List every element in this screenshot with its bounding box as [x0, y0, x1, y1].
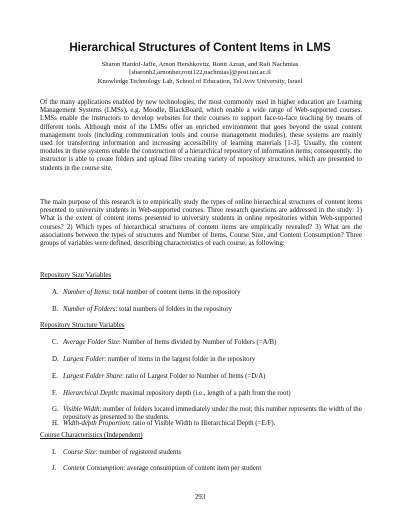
list-item-desc: : average consumption of content item per student	[123, 465, 262, 472]
list-item-label: A.	[52, 289, 59, 296]
list-item-term: Number of Items	[63, 289, 109, 296]
list-item	[52, 339, 362, 347]
author-names: Sharon Hardof-Jaffe, Arnon Hershkovitz, Ronit Azran, and Rafi Nachmias	[101, 61, 299, 68]
section-heading: Course Characteristics (Independent)	[40, 432, 143, 439]
list-item-desc: : number of registered students	[95, 449, 182, 456]
list-item-label: D.	[52, 356, 59, 363]
list-item-desc: : ratio of Visible Width to Hierarchical Depth (=E/F).	[128, 420, 276, 427]
list-item	[52, 465, 362, 473]
list-item-label: F.	[52, 390, 58, 397]
list-item-term: Width-depth Proportion	[63, 420, 129, 427]
list-item-desc: : Number of Items divided by Number of Folders (=A/B)	[118, 339, 277, 346]
list-item-term: Largest Folder Share	[63, 373, 122, 380]
list-item-label: I.	[52, 449, 57, 456]
list-item-label: B.	[52, 306, 59, 313]
section-heading: Repository Size Variables	[40, 272, 112, 279]
list-item-term: Hierarchical Depth	[63, 390, 117, 397]
list-item-term: Visible Width	[63, 406, 100, 413]
list-item-desc: : maximal repository depth (i.e., length of a path from the root)	[116, 390, 291, 397]
author-emails: [sharonh2,arnonher,roni122,nachmias]@post.tau.ac.il	[129, 69, 271, 77]
list-item-label: C.	[52, 339, 59, 346]
body-paragraph: The main purpose of this research is to empirically study the types of online hierarchical structures of content items presented to university students in Web-supported courses. Three research questions are addressed in the study: 1) What is the extent of content items presented to university students in online repositories within Web-supported courses? 2) Which types of hierarchical structures of content items are empirically revealed? 3) What are the associations between the types of structures and Number of Items, Course Size, and Content Consumption? Three groups of variables were defined, describing characteristics of each course, as following:	[40, 199, 362, 248]
list-item	[52, 306, 362, 314]
section-heading: Repository Structure Variables	[40, 322, 125, 329]
paper-title: Hierarchical Structures of Content Items in LMS	[69, 42, 331, 54]
list-item-desc: : total number of content items in the repository	[108, 289, 241, 296]
list-item-term: Content Consumption	[63, 465, 124, 472]
page-number: 293	[194, 494, 206, 501]
list-item	[52, 289, 362, 297]
list-item-desc: : total numbers of folders in the repository	[115, 306, 232, 313]
list-item-term: Number of Folders	[63, 306, 116, 313]
author-block	[0, 61, 400, 86]
list-item-term: Largest Folder	[63, 356, 105, 363]
list-item	[52, 420, 362, 428]
list-item	[52, 356, 362, 364]
list-item-desc: : number of items in the largest folder in the repository	[104, 356, 256, 363]
list-item-desc: : number of folders located immediately under the root; this number represents the width of the repository as presented to the students.	[63, 406, 362, 422]
list-item-term: Course Size	[63, 449, 96, 456]
list-item-label: E.	[52, 373, 58, 380]
list-item-label: G.	[52, 406, 59, 413]
body-paragraph: Of the many applications enabled by new technologies, the most commonly used in higher education are Learning Management Systems (LMSs), e.g. Moodle, BlackBoard, which enable a wide range of Web-supported courses. LMSs enable the instructors to develop websites for their courses to support face-to-face teaching by means of different tools. Although most of the LMSs offer an enriched environment that goes beyond the usual content management tools (including communication tools and course management modules), these systems are mainly used for transferring information and increasing accessibility of learning materials [1-3]. Usually, the content modules in these systems enable the construction of a hierarchical repository of information items; consequently, the instructor is able to create folders and upload files creating variety of repository structures, which are presented to students in the course site.	[40, 99, 362, 172]
author-affiliation: Knowledge Technology Lab, School of Education, Tel Aviv University, Israel	[97, 77, 303, 85]
list-item	[52, 390, 362, 398]
list-item-label: H.	[52, 420, 59, 427]
list-item	[52, 449, 362, 457]
list-item-label: J.	[52, 465, 57, 472]
list-item-desc: : ratio of Largest Folder to Number of Items (=D/A)	[121, 373, 266, 380]
list-item-term: Average Folder Size	[63, 339, 119, 346]
list-item	[52, 373, 362, 381]
